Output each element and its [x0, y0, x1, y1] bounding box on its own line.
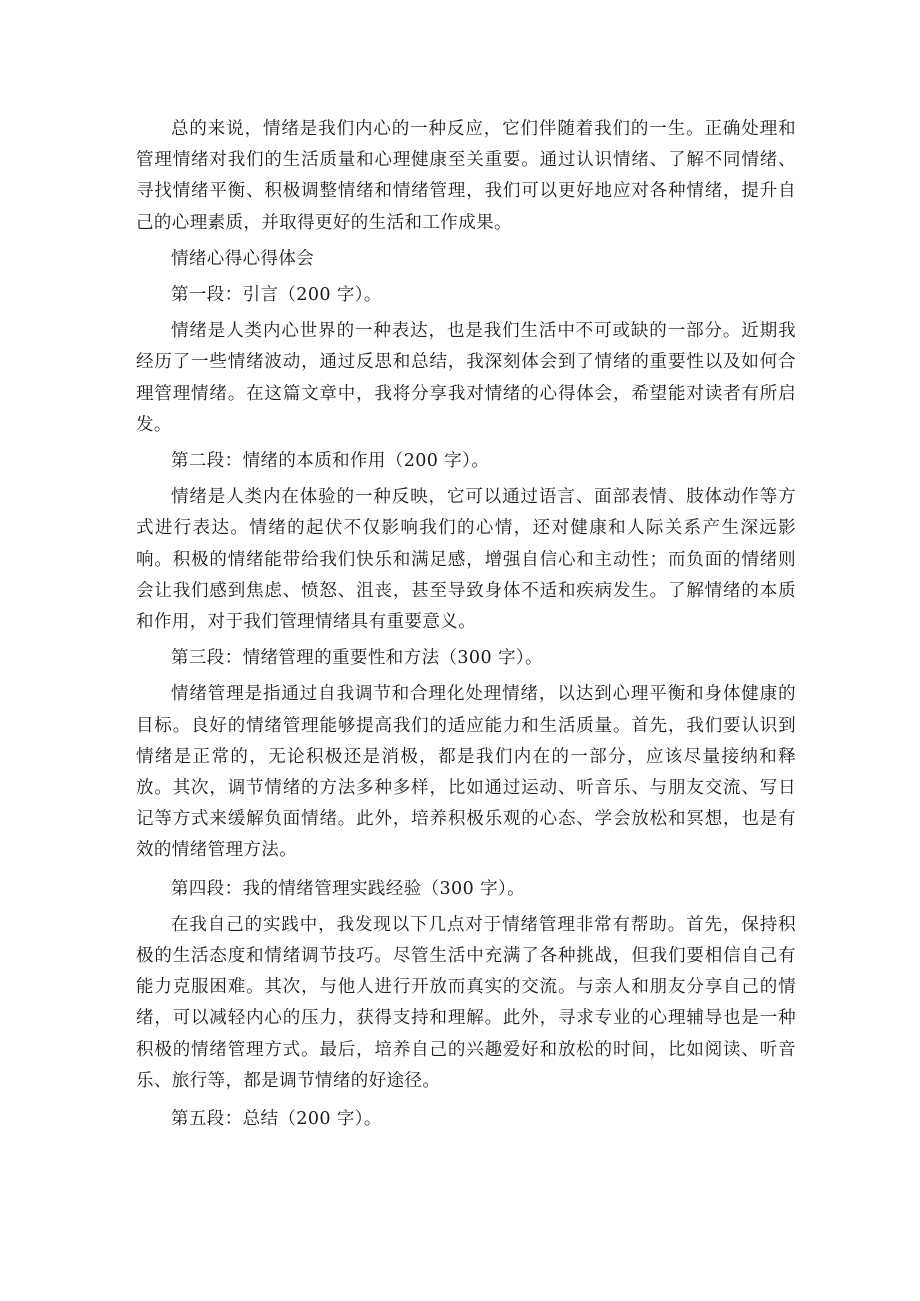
section-body-2: 情绪是人类内在体验的一种反映，它可以通过语言、面部表情、肢体动作等方式进行表达。情绪的起伏不仅影响我们的心情，还对健康和人际关系产生深远影响。积极的情绪能带给我们快乐和满足感，增强自信心和主动性；而负面的情绪则会让我们感到焦虑、愤怒、沮丧，甚至导致身体不适和疾病发生。了解情绪的本质和作用，对于我们管理情绪具有重要意义。	[136, 487, 796, 633]
section-body-1: 情绪是人类内心世界的一种表达，也是我们生活中不可或缺的一部分。近期我经历了一些情绪波动，通过反思和总结，我深刻体会到了情绪的重要性以及如何合理管理情绪。在这篇文章中，我将分享我对情绪的心得体会，希望能对读者有所启发。	[136, 321, 796, 435]
intro-paragraph: 总的来说，情绪是我们内心的一种反应，它们伴随着我们的一生。正确处理和管理情绪对我们的生活质量和心理健康至关重要。通过认识情绪、了解不同情绪、寻找情绪平衡、积极调整情绪和情绪管理，我们可以更好地应对各种情绪，提升自己的心理素质，并取得更好的生活和工作成果。	[136, 119, 796, 233]
section-heading-4: 第四段：我的情绪管理实践经验（300 字）。	[171, 878, 526, 899]
document-title: 情绪心得心得体会	[171, 248, 315, 269]
section-body-3: 情绪管理是指通过自我调节和合理化处理情绪，以达到心理平衡和身体健康的目标。良好的情绪管理能够提高我们的适应能力和生活质量。首先，我们要认识到情绪是正常的，无论积极还是消极，都是我们内在的一部分，应该尽量接纳和释放。其次，调节情绪的方法多种多样，比如通过运动、听音乐、与朋友交流、写日记等方式来缓解负面情绪。此外，培养积极乐观的心态、学会放松和冥想，也是有效的情绪管理方法。	[136, 684, 796, 861]
section-body-4: 在我自己的实践中，我发现以下几点对于情绪管理非常有帮助。首先，保持积极的生活态度和情绪调节技巧。尽管生活中充满了各种挑战，但我们要相信自己有能力克服困难。其次，与他人进行开放而真实的交流。与亲人和朋友分享自己的情绪，可以减轻内心的压力，获得支持和理解。此外，寻求专业的心理辅导也是一种积极的情绪管理方式。最后，培养自己的兴趣爱好和放松的时间，比如阅读、听音乐、旅行等，都是调节情绪的好途径。	[136, 914, 796, 1091]
section-heading-2: 第二段：情绪的本质和作用（200 字）。	[171, 451, 490, 472]
section-heading-1: 第一段：引言（200 字）。	[171, 285, 382, 306]
document-body	[136, 114, 796, 1135]
section-heading-3: 第三段：情绪管理的重要性和方法（300 字）。	[171, 648, 543, 669]
section-heading-5: 第五段：总结（200 字）。	[171, 1109, 382, 1130]
